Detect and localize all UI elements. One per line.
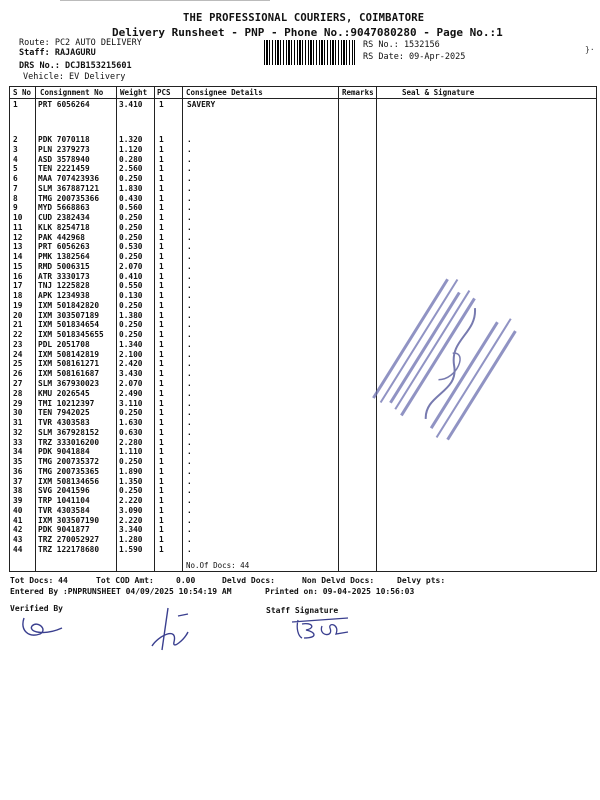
row-details: .	[187, 174, 192, 184]
row-sno: 15	[13, 261, 23, 271]
row-consignment: IXM 501834654	[38, 320, 100, 330]
row-weight: 2.220	[119, 515, 143, 525]
row-details: .	[187, 359, 192, 369]
row-details: .	[187, 222, 192, 232]
row-consignment: TEN 2221459	[38, 164, 90, 174]
table-row	[0, 535, 600, 545]
row-weight: 0.250	[119, 252, 143, 262]
row-details: .	[187, 515, 192, 525]
entered-by: Entered By :PNPRUNSHEET 04/09/2025 10:54:19 AM	[10, 587, 232, 596]
rs-number: RS No.: 1532156	[363, 40, 440, 50]
row-sno: 24	[13, 349, 23, 359]
row-sno: 36	[13, 466, 23, 476]
row-details: .	[187, 281, 192, 291]
row-sno: 37	[13, 476, 23, 486]
row-consignment: ATR 3330173	[38, 271, 90, 281]
table-row	[0, 272, 600, 282]
table-row	[0, 100, 600, 110]
row-consignment: PRT 6056264	[38, 100, 90, 109]
row-weight: 0.280	[119, 154, 143, 164]
total-cod-label: Tot COD Amt:	[96, 576, 154, 585]
table-row	[0, 291, 600, 301]
row-consignment: PMK 1382564	[38, 252, 90, 262]
row-sno: 25	[13, 359, 23, 369]
row-sno: 17	[13, 281, 23, 291]
row-weight: 2.220	[119, 496, 143, 506]
row-sno: 20	[13, 310, 23, 320]
row-sno: 29	[13, 398, 23, 408]
row-sno: 33	[13, 437, 23, 447]
row-pcs: 1	[159, 544, 164, 554]
row-details: .	[187, 291, 192, 301]
staff-label: Staff: RAJAGURU	[19, 48, 96, 58]
row-weight: 1.340	[119, 339, 143, 349]
row-weight: 1.830	[119, 183, 143, 193]
row-consignment: TVR 4303584	[38, 505, 90, 515]
table-row	[0, 496, 600, 506]
table-row	[0, 145, 600, 155]
row-details: .	[187, 144, 192, 154]
row-consignment: IXM 508161687	[38, 369, 100, 379]
table-row	[0, 223, 600, 233]
row-details: .	[187, 418, 192, 428]
col-header-consignment: Consignment No	[40, 88, 104, 97]
row-consignment: TMI 10212397	[38, 398, 95, 408]
table-row	[0, 516, 600, 526]
row-pcs: 1	[159, 183, 164, 193]
row-weight: 3.090	[119, 505, 143, 515]
total-docs: Tot Docs: 44	[10, 576, 68, 585]
row-consignment: TRP 1041104	[38, 496, 90, 506]
table-row	[0, 184, 600, 194]
col-header-pcs: PCS	[157, 88, 171, 97]
table-row	[0, 262, 600, 272]
table-row	[0, 418, 600, 428]
row-pcs: 1	[159, 252, 164, 262]
row-sno: 14	[13, 252, 23, 262]
row-sno: 28	[13, 388, 23, 398]
row-pcs: 1	[159, 398, 164, 408]
row-details: .	[187, 349, 192, 359]
row-consignment: PDL 2051708	[38, 339, 90, 349]
row-weight: 0.250	[119, 408, 143, 418]
row-consignment: TNJ 1225828	[38, 281, 90, 291]
company-title: THE PROFESSIONAL COURIERS, COIMBATORE	[183, 12, 425, 24]
staff-signature	[288, 614, 358, 642]
col-header-remarks: Remarks	[342, 88, 374, 97]
row-details: .	[187, 388, 192, 398]
runsheet-title: Delivery Runsheet - PNP - Phone No.:9047080280 - Page No.:1	[112, 26, 503, 39]
row-details: .	[187, 242, 192, 252]
row-details: .	[187, 310, 192, 320]
table-row	[0, 428, 600, 438]
row-weight: 3.430	[119, 369, 143, 379]
row-pcs: 1	[159, 525, 164, 535]
row-sno: 16	[13, 271, 23, 281]
drs-number: DRS No.: DCJB153215601	[19, 61, 132, 71]
row-pcs: 1	[159, 339, 164, 349]
row-pcs: 1	[159, 203, 164, 213]
table-row	[0, 174, 600, 184]
row-details: .	[187, 408, 192, 418]
row-weight: 1.890	[119, 466, 143, 476]
row-details: .	[187, 466, 192, 476]
table-row	[0, 194, 600, 204]
row-consignment: IXM 5018345655	[38, 330, 104, 340]
row-sno: 2	[13, 135, 18, 144]
row-consignment: IXM 508161271	[38, 359, 100, 369]
row-details: .	[187, 261, 192, 271]
row-consignment: MYD 5668863	[38, 203, 90, 213]
delivery-points: Delvy pts:	[397, 576, 446, 585]
row-weight: 0.430	[119, 193, 143, 203]
row-pcs: 1	[159, 437, 164, 447]
row-details: .	[187, 300, 192, 310]
row-consignment: IXM 501842820	[38, 300, 100, 310]
row-sno: 13	[13, 242, 23, 252]
row-details: .	[187, 369, 192, 379]
row-pcs: 1	[159, 310, 164, 320]
row-consignment: IXM 508142819	[38, 349, 100, 359]
row-consignment: TRZ 122178680	[38, 544, 100, 554]
row-consignment: PLN 2379273	[38, 144, 90, 154]
row-weight: 2.490	[119, 388, 143, 398]
row-consignment: IXM 508134656	[38, 476, 100, 486]
table-row	[0, 135, 600, 145]
row-consignment: ASD 3578940	[38, 154, 90, 164]
row-pcs: 1	[159, 535, 164, 545]
table-row	[0, 408, 600, 418]
row-weight: 0.130	[119, 291, 143, 301]
row-weight: 1.590	[119, 544, 143, 554]
row-pcs: 1	[159, 300, 164, 310]
table-row	[0, 438, 600, 448]
table-row	[0, 164, 600, 174]
row-pcs: 1	[159, 515, 164, 525]
table-row	[0, 477, 600, 487]
row-weight: 0.250	[119, 300, 143, 310]
row-consignment: IXM 303507189	[38, 310, 100, 320]
row-weight: 0.410	[119, 271, 143, 281]
row-details: .	[187, 505, 192, 515]
table-row	[0, 525, 600, 535]
row-weight: 1.110	[119, 447, 143, 457]
row-pcs: 1	[159, 388, 164, 398]
non-delivered-docs: Non Delvd Docs:	[302, 576, 375, 585]
row-weight: 2.070	[119, 379, 143, 388]
row-sno: 44	[13, 544, 23, 554]
row-pcs: 1	[159, 193, 164, 203]
row-sno: 12	[13, 232, 23, 242]
row-pcs: 1	[159, 369, 164, 379]
row-pcs: 1	[159, 261, 164, 271]
row-sno: 5	[13, 164, 18, 174]
table-row	[0, 233, 600, 243]
table-row	[0, 203, 600, 213]
row-weight: 0.560	[119, 203, 143, 213]
row-pcs: 1	[159, 408, 164, 418]
row-pcs: 1	[159, 291, 164, 301]
row-details: .	[187, 330, 192, 340]
row-weight: 0.250	[119, 213, 143, 223]
row-consignment: SLM 367928152	[38, 427, 100, 437]
row-details: .	[187, 379, 192, 388]
row-sno: 3	[13, 144, 18, 154]
row-weight: 1.350	[119, 476, 143, 486]
row-pcs: 1	[159, 359, 164, 369]
row-sno: 8	[13, 193, 18, 203]
row-pcs: 1	[159, 154, 164, 164]
row-pcs: 1	[159, 100, 164, 109]
row-details: .	[187, 320, 192, 330]
row-pcs: 1	[159, 135, 164, 144]
row-details: .	[187, 496, 192, 506]
table-row	[0, 155, 600, 165]
row-sno: 1	[13, 100, 18, 109]
row-weight: 1.320	[119, 135, 143, 144]
row-consignment: SVG 2041596	[38, 486, 90, 496]
row-sno: 38	[13, 486, 23, 496]
row-weight: 3.340	[119, 525, 143, 535]
row-pcs: 1	[159, 447, 164, 457]
vehicle-label: Vehicle: EV Delivery	[23, 72, 126, 82]
row-consignment: TEN 7942025	[38, 408, 90, 418]
barcode	[264, 40, 355, 65]
delivered-docs: Delvd Docs:	[222, 576, 275, 585]
table-row	[0, 486, 600, 496]
scan-artifact	[60, 0, 270, 1]
row-pcs: 1	[159, 222, 164, 232]
rs-date: RS Date: 09-Apr-2025	[363, 52, 466, 62]
col-header-sno: S No	[13, 88, 32, 97]
row-consignment: IXM 303507190	[38, 515, 100, 525]
row-sno: 26	[13, 369, 23, 379]
row-weight: 0.530	[119, 242, 143, 252]
row-pcs: 1	[159, 174, 164, 184]
row-consignment: TMG 200735366	[38, 193, 100, 203]
row-consignment: TMG 200735372	[38, 457, 100, 467]
table-row	[0, 379, 600, 389]
row-sno: 41	[13, 515, 23, 525]
table-row	[0, 545, 600, 555]
row-details: .	[187, 203, 192, 213]
table-row	[0, 281, 600, 291]
row-details: .	[187, 398, 192, 408]
row-pcs: 1	[159, 486, 164, 496]
row-sno: 43	[13, 535, 23, 545]
row-details: .	[187, 427, 192, 437]
table-row	[0, 369, 600, 379]
row-sno: 21	[13, 320, 23, 330]
scan-artifact: }·	[585, 45, 595, 54]
table-row	[0, 457, 600, 467]
row-sno: 42	[13, 525, 23, 535]
row-sno: 39	[13, 496, 23, 506]
row-consignment: CUD 2382434	[38, 213, 90, 223]
row-weight: 1.280	[119, 535, 143, 545]
row-details: SAVERY	[187, 100, 216, 109]
row-weight: 2.560	[119, 164, 143, 174]
row-details: .	[187, 525, 192, 535]
row-pcs: 1	[159, 466, 164, 476]
row-details: .	[187, 535, 192, 545]
row-details: .	[187, 135, 192, 144]
row-sno: 4	[13, 154, 18, 164]
row-consignment: KMU 2026545	[38, 388, 90, 398]
table-row	[0, 467, 600, 477]
row-pcs: 1	[159, 232, 164, 242]
row-pcs: 1	[159, 271, 164, 281]
row-details: .	[187, 193, 192, 203]
row-sno: 32	[13, 427, 23, 437]
row-details: .	[187, 437, 192, 447]
row-pcs: 1	[159, 242, 164, 252]
row-sno: 10	[13, 213, 23, 223]
table-row	[0, 447, 600, 457]
header-divider	[9, 98, 597, 99]
row-sno: 18	[13, 291, 23, 301]
row-pcs: 1	[159, 505, 164, 515]
row-consignment: TRZ 270052927	[38, 535, 100, 545]
row-details: .	[187, 252, 192, 262]
row-details: .	[187, 339, 192, 349]
row-consignment: RMD 5006315	[38, 261, 90, 271]
row-consignment: TMG 200735365	[38, 466, 100, 476]
row-weight: 1.120	[119, 144, 143, 154]
row-sno: 31	[13, 418, 23, 428]
row-weight: 0.250	[119, 486, 143, 496]
row-details: .	[187, 447, 192, 457]
row-details: .	[187, 271, 192, 281]
row-pcs: 1	[159, 213, 164, 223]
table-row	[0, 506, 600, 516]
row-weight: 0.250	[119, 174, 143, 184]
row-weight: 0.250	[119, 232, 143, 242]
row-pcs: 1	[159, 427, 164, 437]
col-header-weight: Weight	[120, 88, 148, 97]
row-consignment: SLM 367930023	[38, 379, 100, 388]
row-details: .	[187, 213, 192, 223]
no-of-docs: No.Of Docs: 44	[186, 561, 250, 570]
row-pcs: 1	[159, 330, 164, 340]
row-weight: 2.100	[119, 349, 143, 359]
row-sno: 22	[13, 330, 23, 340]
row-sno: 9	[13, 203, 18, 213]
table-row	[0, 213, 600, 223]
row-weight: 2.280	[119, 437, 143, 447]
col-header-details: Consignee Details	[186, 88, 263, 97]
row-consignment: APK 1234938	[38, 291, 90, 301]
row-weight: 3.110	[119, 398, 143, 408]
total-cod-value: 0.00	[176, 576, 196, 585]
table-row	[0, 242, 600, 252]
row-sno: 34	[13, 447, 23, 457]
row-sno: 40	[13, 505, 23, 515]
table-row	[0, 252, 600, 262]
row-pcs: 1	[159, 164, 164, 174]
row-weight: 1.380	[119, 310, 143, 320]
row-pcs: 1	[159, 457, 164, 467]
row-weight: 0.250	[119, 320, 143, 330]
row-pcs: 1	[159, 281, 164, 291]
row-details: .	[187, 486, 192, 496]
row-details: .	[187, 476, 192, 486]
row-weight: 0.250	[119, 330, 143, 340]
row-pcs: 1	[159, 476, 164, 486]
row-details: .	[187, 183, 192, 193]
row-details: .	[187, 232, 192, 242]
row-sno: 6	[13, 174, 18, 184]
row-consignment: MAA 707423936	[38, 174, 100, 184]
row-consignment: PRT 6056263	[38, 242, 90, 252]
verifier-signature	[18, 612, 68, 642]
table-row	[0, 399, 600, 409]
row-consignment: TVR 4303583	[38, 418, 90, 428]
row-consignment: PDK 7070118	[38, 135, 90, 144]
row-pcs: 1	[159, 349, 164, 359]
row-details: .	[187, 164, 192, 174]
row-details: .	[187, 457, 192, 467]
row-consignment: PAK 442968	[38, 232, 85, 242]
row-weight: 0.550	[119, 281, 143, 291]
row-sno: 30	[13, 408, 23, 418]
row-weight: 0.630	[119, 427, 143, 437]
row-sno: 11	[13, 222, 23, 232]
row-pcs: 1	[159, 496, 164, 506]
row-consignment: KLK 8254718	[38, 222, 90, 232]
row-weight: 0.250	[119, 457, 143, 467]
row-details: .	[187, 154, 192, 164]
row-weight: 2.420	[119, 359, 143, 369]
verified-by-label: Verified By	[10, 604, 63, 613]
row-consignment: SLM 367887121	[38, 183, 100, 193]
row-sno: 19	[13, 300, 23, 310]
route-label: Route: PC2 AUTO DELIVERY	[19, 38, 142, 48]
row-consignment: PDK 9041877	[38, 525, 90, 535]
row-sno: 23	[13, 339, 23, 349]
row-sno: 35	[13, 457, 23, 467]
row-weight: 2.070	[119, 261, 143, 271]
row-weight: 1.630	[119, 418, 143, 428]
table-row	[0, 389, 600, 399]
row-details: .	[187, 544, 192, 554]
col-header-seal: Seal & Signature	[402, 88, 475, 97]
printed-on: Printed on: 09-04-2025 10:56:03	[265, 587, 415, 596]
row-pcs: 1	[159, 379, 164, 388]
row-weight: 0.250	[119, 222, 143, 232]
row-sno: 7	[13, 183, 18, 193]
entry-signature	[148, 606, 193, 656]
row-pcs: 1	[159, 418, 164, 428]
staff-signature-label: Staff Signature	[266, 606, 339, 615]
row-pcs: 1	[159, 320, 164, 330]
row-sno: 27	[13, 379, 23, 388]
row-pcs: 1	[159, 144, 164, 154]
row-consignment: TRZ 333016200	[38, 437, 100, 447]
row-consignment: PDK 9041884	[38, 447, 90, 457]
row-weight: 3.410	[119, 100, 143, 109]
